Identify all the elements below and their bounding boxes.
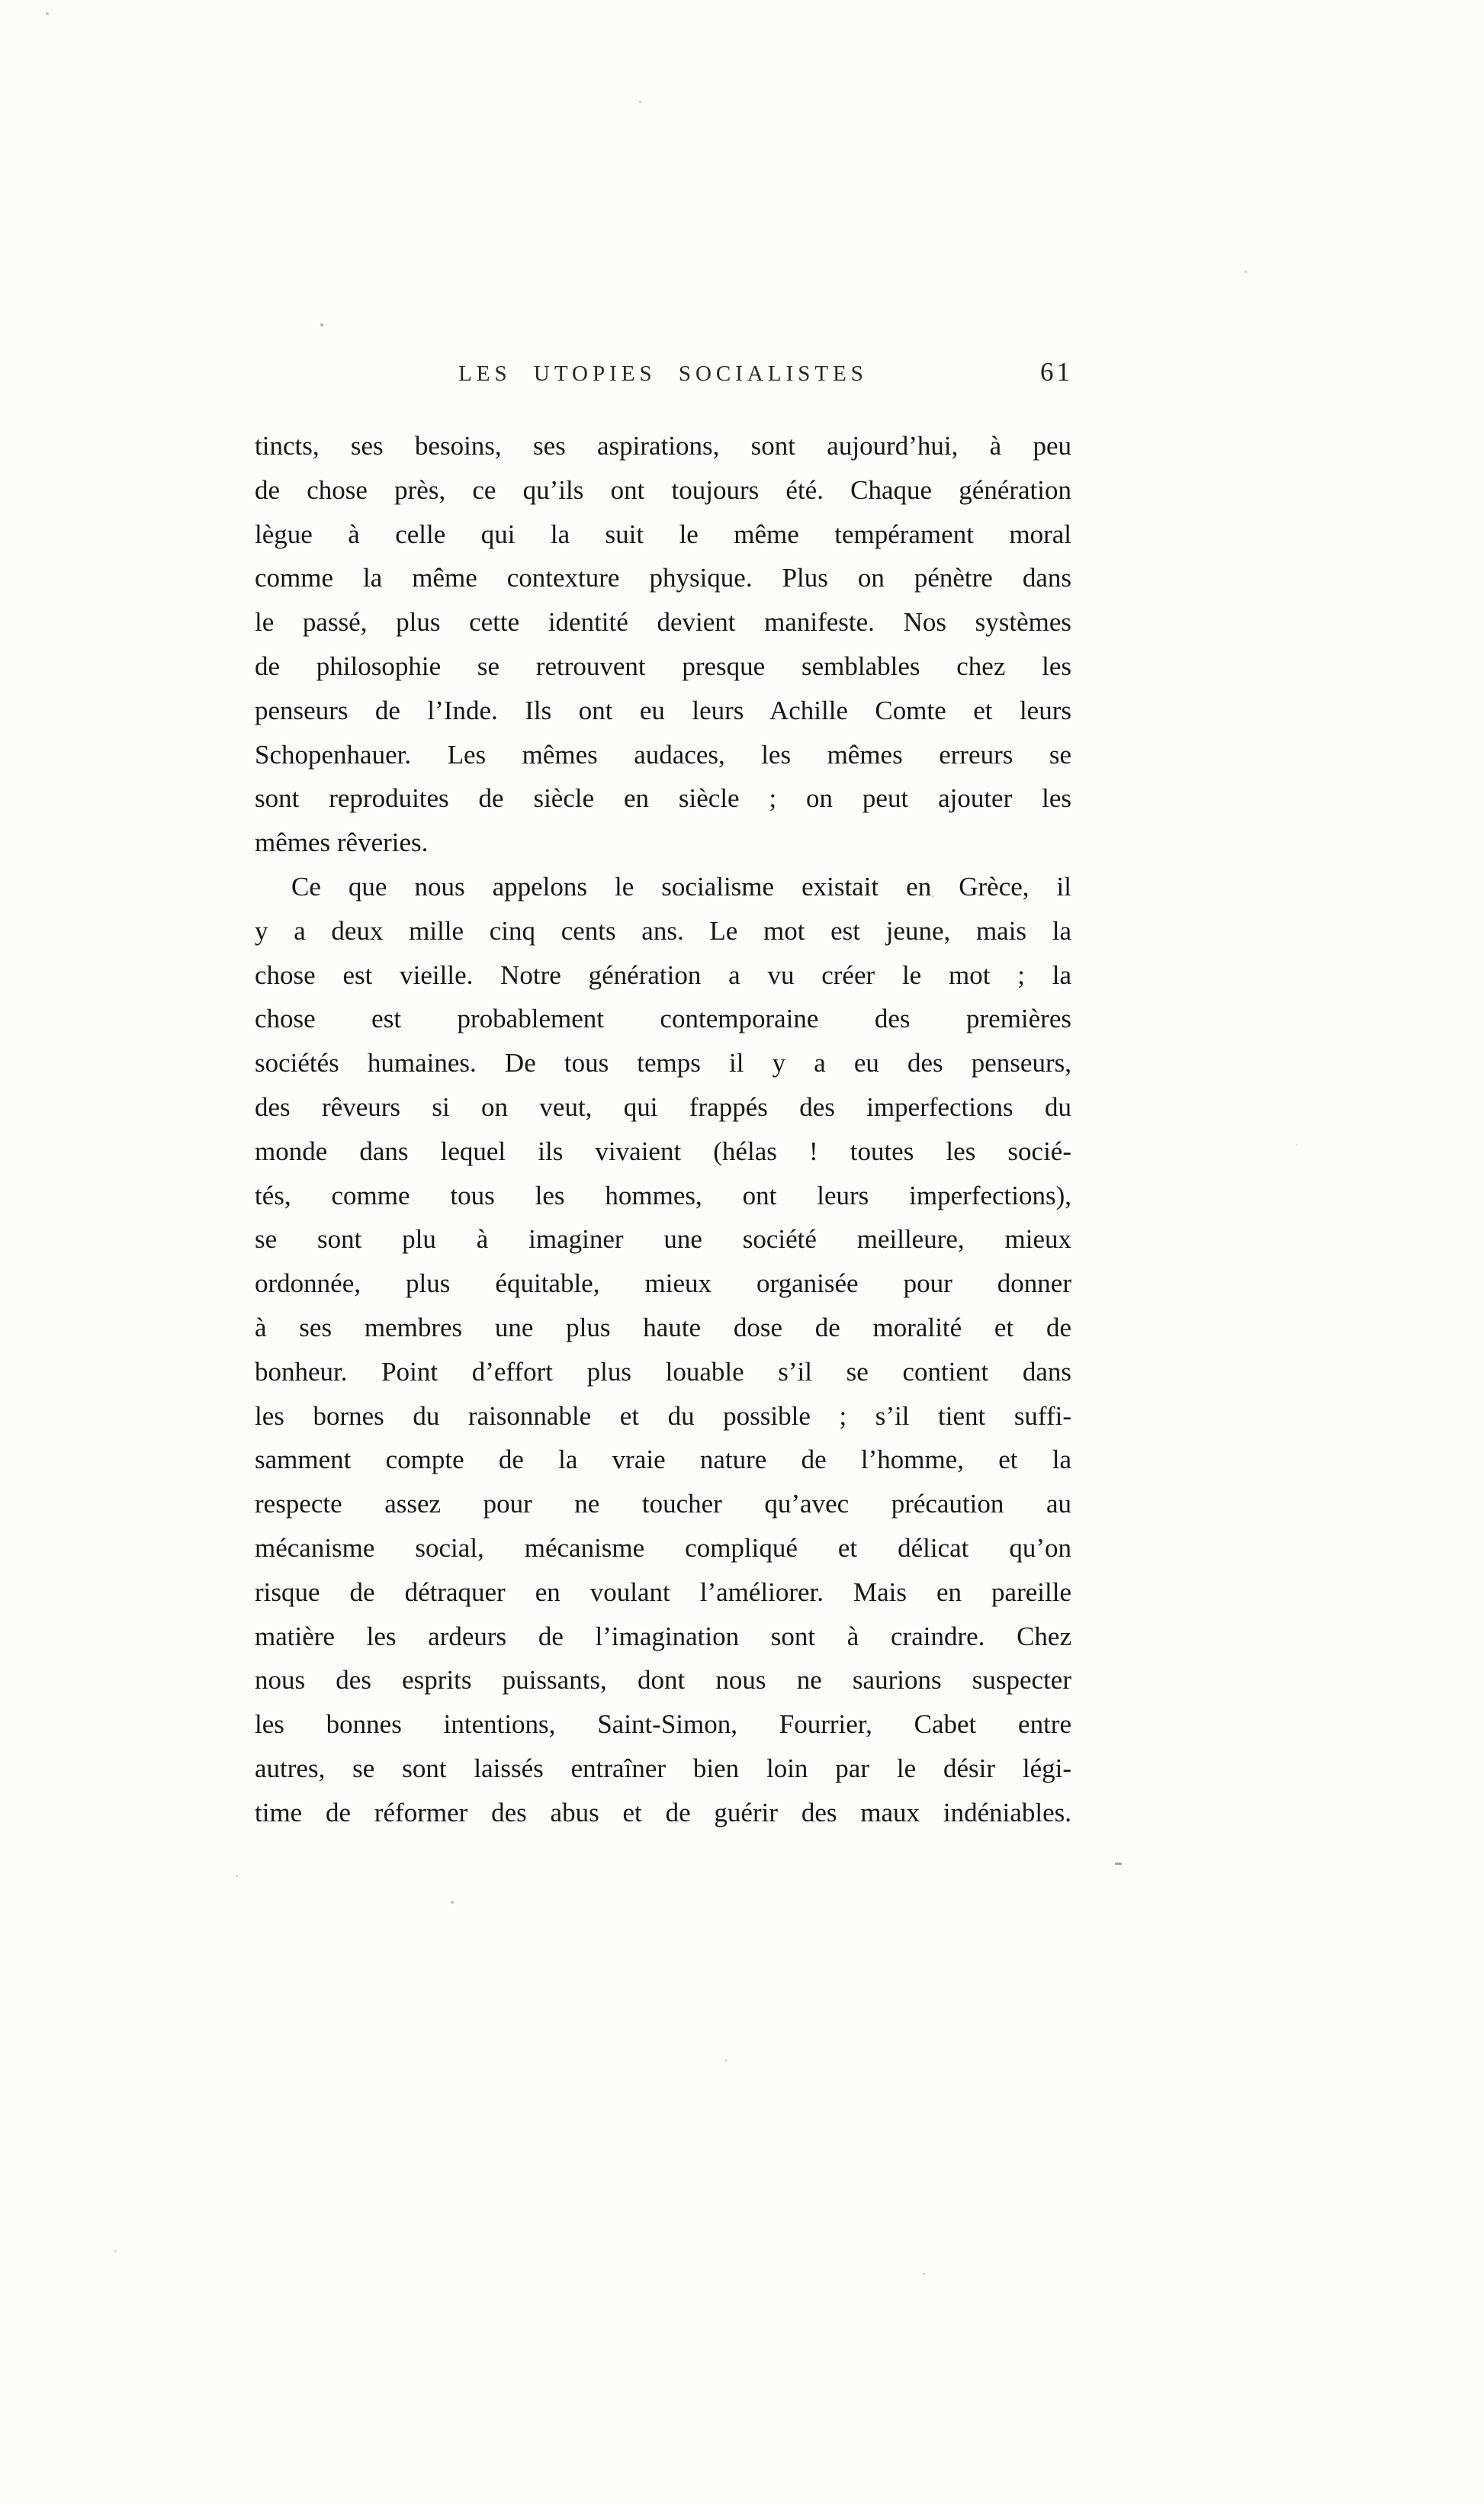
text-line: comme la même contexture physique. Plus on pénètre dans: [255, 563, 1071, 593]
scan-speck: [639, 101, 641, 103]
scan-speck: [1115, 1863, 1122, 1865]
text-line: de philosophie se retrouvent presque semblables chez les: [255, 651, 1071, 681]
scan-speck: [932, 895, 934, 898]
text-line: mêmes rêveries.: [255, 828, 429, 858]
running-title: LES UTOPIES SOCIALISTES: [458, 362, 868, 386]
text-line: les bonnes intentions, Saint-Simon, Fourrier, Cabet entre: [255, 1709, 1071, 1740]
scan-speck: [236, 1875, 238, 1877]
scan-speck: [114, 2250, 117, 2252]
text-line: se sont plu à imaginer une société meilleure, mieux: [255, 1224, 1071, 1255]
text-line: sont reproduites de siècle en siècle ; on peut ajouter les: [255, 783, 1071, 814]
text-line: nous des esprits puissants, dont nous ne saurions suspecter: [255, 1665, 1071, 1696]
scan-speck: [923, 2273, 925, 2275]
page-header: [255, 357, 1073, 395]
text-line: y a deux mille cinq cents ans. Le mot est jeune, mais la: [255, 915, 1071, 946]
scan-speck: [320, 323, 323, 326]
text-line: bonheur. Point d’effort plus louable s’il se contient dans: [255, 1356, 1071, 1387]
body-text: [255, 424, 1071, 1835]
text-line: tés, comme tous les hommes, ont leurs imperfections),: [255, 1180, 1071, 1210]
text-line: penseurs de l’Inde. Ils ont eu leurs Achille Comte et leurs: [255, 695, 1071, 725]
text-line: samment compte de la vraie nature de l’homme, et la: [255, 1445, 1071, 1475]
scan-speck: [724, 2059, 727, 2062]
text-line: lègue à celle qui la suit le même tempérament moral: [255, 519, 1071, 549]
text-line: time de réformer des abus et de guérir des maux indéniables.: [255, 1797, 1071, 1827]
scan-speck: [451, 1901, 454, 1904]
text-line: des rêveurs si on veut, qui frappés des imperfections du: [255, 1091, 1071, 1122]
text-line: autres, se sont laissés entraîner bien loin par le désir légi-: [255, 1753, 1071, 1783]
text-line: Schopenhauer. Les mêmes audaces, les mêmes erreurs se: [255, 739, 1071, 770]
scan-speck: [1296, 1144, 1298, 1146]
text-line: Ce que nous appelons le socialisme existait en Grèce, il: [291, 871, 1071, 902]
text-line: le passé, plus cette identité devient manifeste. Nos systèmes: [255, 607, 1071, 638]
text-line: à ses membres une plus haute dose de moralité et de: [255, 1312, 1071, 1342]
scan-speck: [1245, 271, 1247, 273]
text-line: les bornes du raisonnable et du possible ; s’il tient suffi-: [255, 1400, 1071, 1431]
text-line: de chose près, ce qu’ils ont toujours été. Chaque génération: [255, 474, 1071, 505]
text-line: chose est probablement contemporaine des premières: [255, 1004, 1071, 1034]
text-line: ordonnée, plus équitable, mieux organisée pour donner: [255, 1268, 1071, 1299]
scan-speck: [46, 12, 49, 15]
text-line: monde dans lequel ils vivaient (hélas ! toutes les socié-: [255, 1136, 1071, 1166]
text-line: matière les ardeurs de l’imagination sont à craindre. Chez: [255, 1621, 1071, 1651]
text-line: mécanisme social, mécanisme compliqué et délicat qu’on: [255, 1532, 1071, 1563]
page-number: 61: [1040, 357, 1073, 387]
text-line: respecte assez pour ne toucher qu’avec précaution au: [255, 1489, 1071, 1519]
text-line: sociétés humaines. De tous temps il y a eu des penseurs,: [255, 1048, 1071, 1078]
text-line: chose est vieille. Notre génération a vu créer le mot ; la: [255, 959, 1071, 990]
text-line: risque de détraquer en voulant l’améliorer. Mais en pareille: [255, 1577, 1071, 1607]
text-line: tincts, ses besoins, ses aspirations, sont aujourd’hui, à peu: [255, 431, 1071, 461]
